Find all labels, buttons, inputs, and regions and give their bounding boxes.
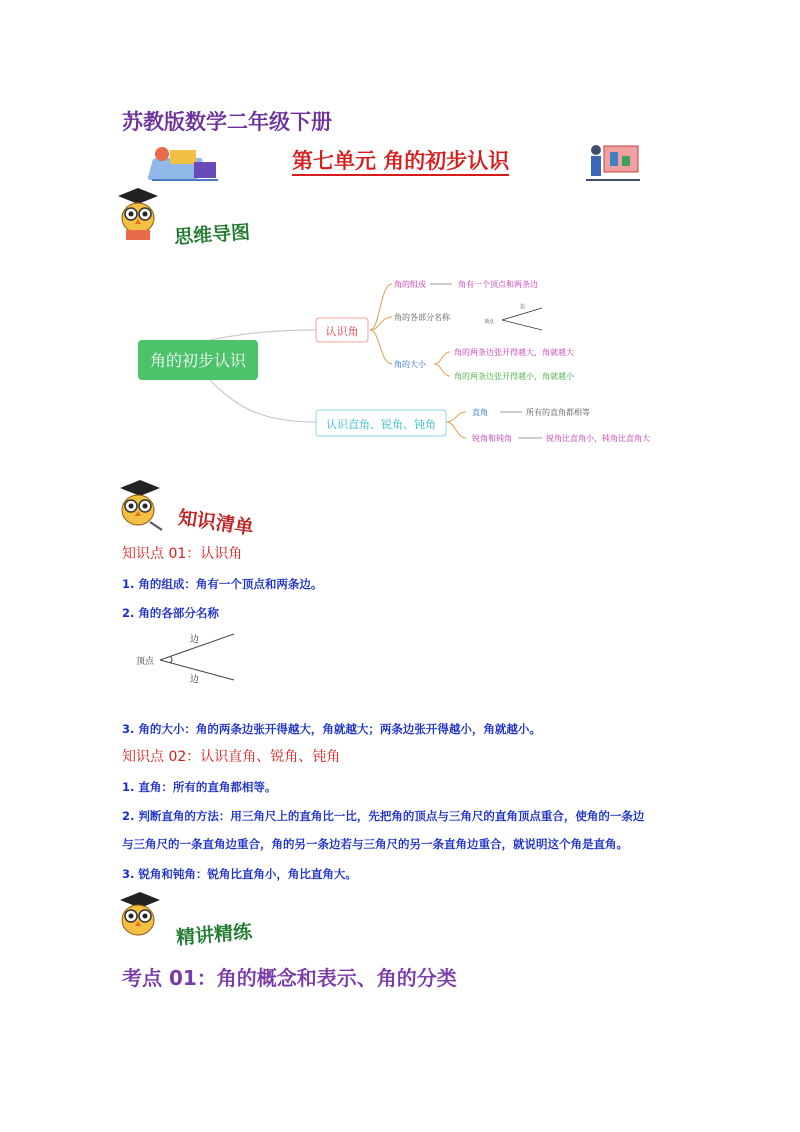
owl-mascot-icon	[116, 890, 164, 942]
mindmap-b1-c2-side: 边	[520, 304, 526, 310]
mindmap-b2-c1: 直角	[472, 408, 488, 417]
mindmap-banner: 思维导图	[173, 221, 251, 249]
diagram-side-bottom-label: 边	[190, 675, 200, 685]
study-illustration-icon	[148, 140, 222, 184]
exam-title: 考点 01：角的概念和表示、角的分类	[122, 966, 457, 990]
mindmap-b2-c2: 锐角和钝角	[472, 434, 512, 443]
mindmap-b1-c1-leaf: 角有一个顶点和两条边	[458, 280, 538, 289]
knowledge-banner: 知识清单	[176, 506, 255, 540]
kp2-item2-line1: 2. 判断直角的方法：用三角尺上的直角比一比，先把角的顶点与三角尺的直角顶点重合，使角的一条边	[122, 809, 645, 823]
mindmap-b1-c2: 角的各部分名称	[394, 313, 450, 322]
unit-title: 第七单元 角的初步认识	[292, 148, 509, 176]
book-title: 苏教版数学二年级下册	[122, 109, 332, 134]
mindmap-root-label: 角的初步认识	[149, 351, 247, 370]
owl-mascot-icon	[116, 478, 164, 534]
mindmap-b2-c1-leaf: 所有的直角都相等	[526, 408, 590, 417]
kp1-item3: 3. 角的大小：角的两条边张开得越大，角就越大；两条边张开得越小，角就越小。	[122, 722, 541, 736]
diagram-vertex-label: 顶点	[136, 657, 155, 667]
kp1-item1: 1. 角的组成：角有一个顶点和两条边。	[122, 577, 323, 591]
mindmap-branch2-label: 认识直角、锐角、钝角	[326, 418, 436, 431]
mindmap-branch1-label: 认识角	[325, 325, 359, 338]
kp2-title: 知识点 02：认识直角、锐角、钝角	[122, 749, 341, 765]
kp2-item3: 3. 锐角和钝角：锐角比直角小，角比直角大。	[122, 867, 357, 881]
diagram-side-top-label: 边	[190, 635, 200, 645]
mindmap-b1-c3: 角的大小	[394, 360, 426, 369]
mind-map	[130, 262, 690, 462]
mindmap-b1-c2-vertex: 顶点	[484, 319, 495, 325]
kp2-item1: 1. 直角：所有的直角都相等。	[122, 780, 277, 794]
owl-mascot-icon	[116, 186, 160, 242]
mindmap-b2-c2-leaf: 锐角比直角小，钝角比直角大	[546, 434, 650, 443]
mindmap-b1-c3-leaf1: 角的两条边张开得越大，角就越大	[454, 348, 574, 357]
mindmap-b1-c3-leaf2: 角的两条边张开得越小，角就越小	[454, 372, 574, 381]
kp2-item2-line2: 与三角尺的一条直角边重合，角的另一条边若与三角尺的另一条直角边重合，就说明这个角是直角。	[122, 837, 628, 851]
angle-parts-diagram	[130, 628, 240, 686]
presentation-illustration-icon	[582, 140, 642, 184]
kp1-item2: 2. 角的各部分名称	[122, 606, 219, 620]
practice-banner: 精讲精练	[175, 920, 253, 950]
kp1-title: 知识点 01：认识角	[122, 546, 243, 562]
mindmap-b1-c1: 角的组成	[394, 280, 426, 289]
